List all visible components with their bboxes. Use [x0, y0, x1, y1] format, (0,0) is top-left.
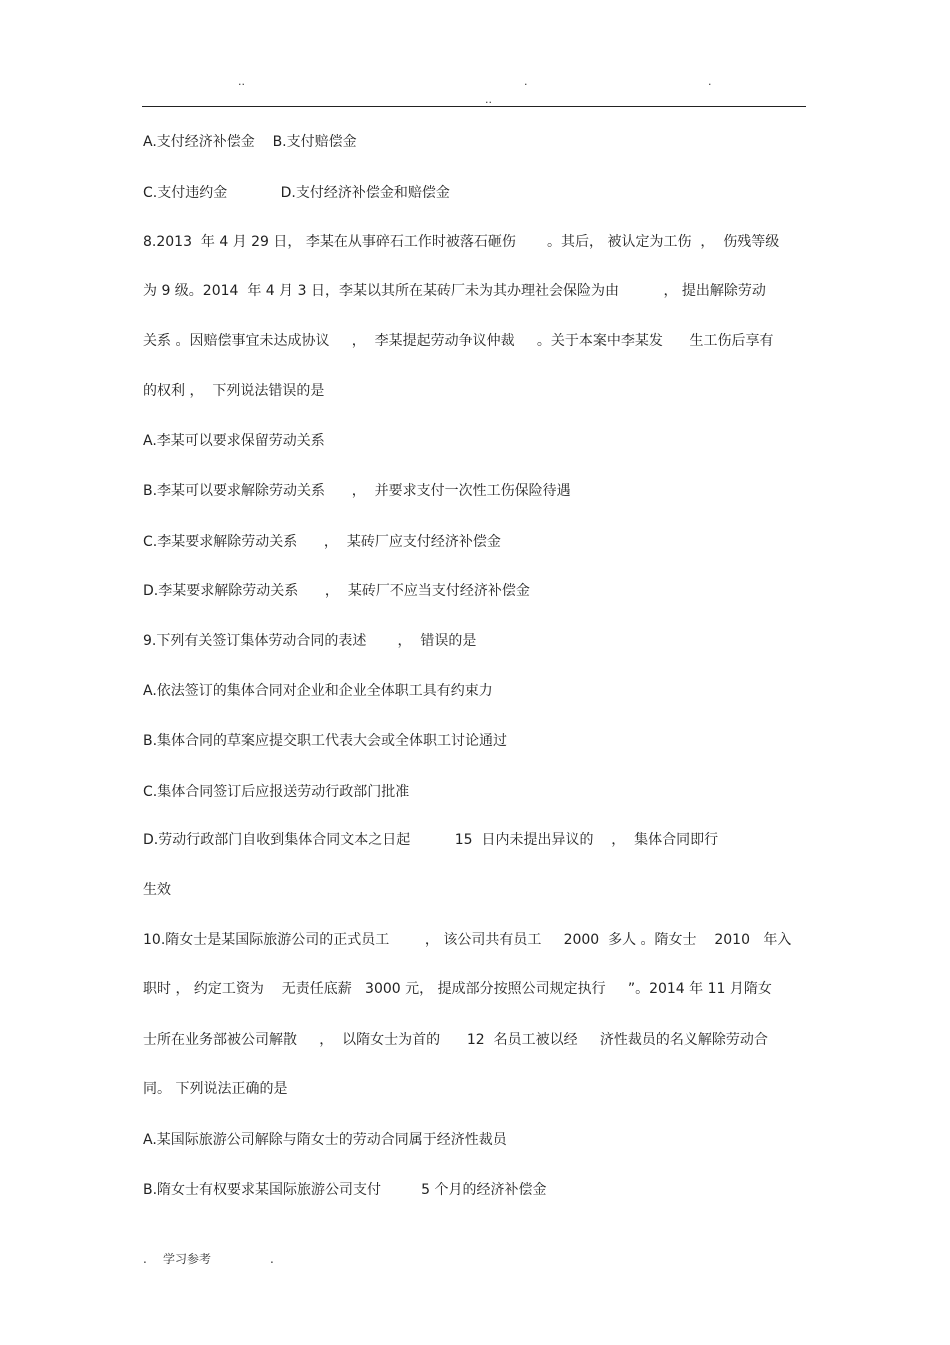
header-mark: . [708, 75, 712, 88]
option-line: C.集体合同签订后应报送劳动行政部门批准 [143, 784, 410, 800]
footer-label: 学习参考 [163, 1252, 212, 1266]
question-line: 同。 下列说法正确的是 [143, 1081, 288, 1097]
footer-mark: . [270, 1252, 274, 1266]
question-line: 职时 ， 约定工资为 无责任底薪 3000 元， 提成部分按照公司规定执行 ”。2014 年 11 月隋女 [143, 981, 772, 997]
option-line: B.李某可以要求解除劳动关系 ， 并要求支付一次性工伤保险待遇 [143, 483, 571, 499]
question-line: 为 9 级。2014 年 4 月 3 日，李某以其所在某砖厂未为其办理社会保险为由 ， 提出解除劳动 [143, 283, 766, 299]
option-line: A.依法签订的集体合同对企业和企业全体职工具有约束力 [143, 683, 493, 699]
option-line: A.支付经济补偿金 B.支付赔偿金 [143, 134, 357, 150]
option-line: C.李某要求解除劳动关系 ， 某砖厂应支付经济补偿金 [143, 534, 501, 550]
question-line: 士所在业务部被公司解散 ， 以隋女士为首的 12 名员工被以经 济性裁员的名义解除劳动合 [143, 1032, 768, 1048]
option-line: D.李某要求解除劳动关系 ， 某砖厂不应当支付经济补偿金 [143, 583, 530, 599]
question-line: 10.隋女士是某国际旅游公司的正式员工 ， 该公司共有员工 2000 多人 。隋女士 2010 年入 [143, 932, 792, 948]
header-mark: . [524, 75, 528, 88]
header-mark: .. [485, 93, 492, 106]
option-line: B.隋女士有权要求某国际旅游公司支付 5 个月的经济补偿金 [143, 1182, 547, 1198]
footer-mark: . [143, 1252, 147, 1266]
question-line: 关系 。因赔偿事宜未达成协议 ， 李某提起劳动争议仲裁 。关于本案中李某发 生工伤后享有 [143, 333, 774, 349]
question-line: 8.2013 年 4 月 29 日， 李某在从事碎石工作时被落石砸伤 。其后， 被认定为工伤 ， 伤残等级 [143, 234, 780, 250]
question-line: 9.下列有关签订集体劳动合同的表述 ， 错误的是 [143, 633, 477, 649]
option-line: 生效 [143, 882, 171, 898]
header-divider [142, 106, 806, 107]
header-mark: .. [238, 75, 245, 88]
question-line: 的权利 ， 下列说法错误的是 [143, 383, 325, 399]
option-line: C.支付违约金 D.支付经济补偿金和赔偿金 [143, 185, 450, 201]
option-line: A.李某可以要求保留劳动关系 [143, 433, 325, 449]
option-line: B.集体合同的草案应提交职工代表大会或全体职工讨论通过 [143, 733, 508, 749]
option-line: A.某国际旅游公司解除与隋女士的劳动合同属于经济性裁员 [143, 1132, 507, 1148]
option-line: D.劳动行政部门自收到集体合同文本之日起 15 日内未提出异议的 ， 集体合同即行 [143, 832, 719, 848]
